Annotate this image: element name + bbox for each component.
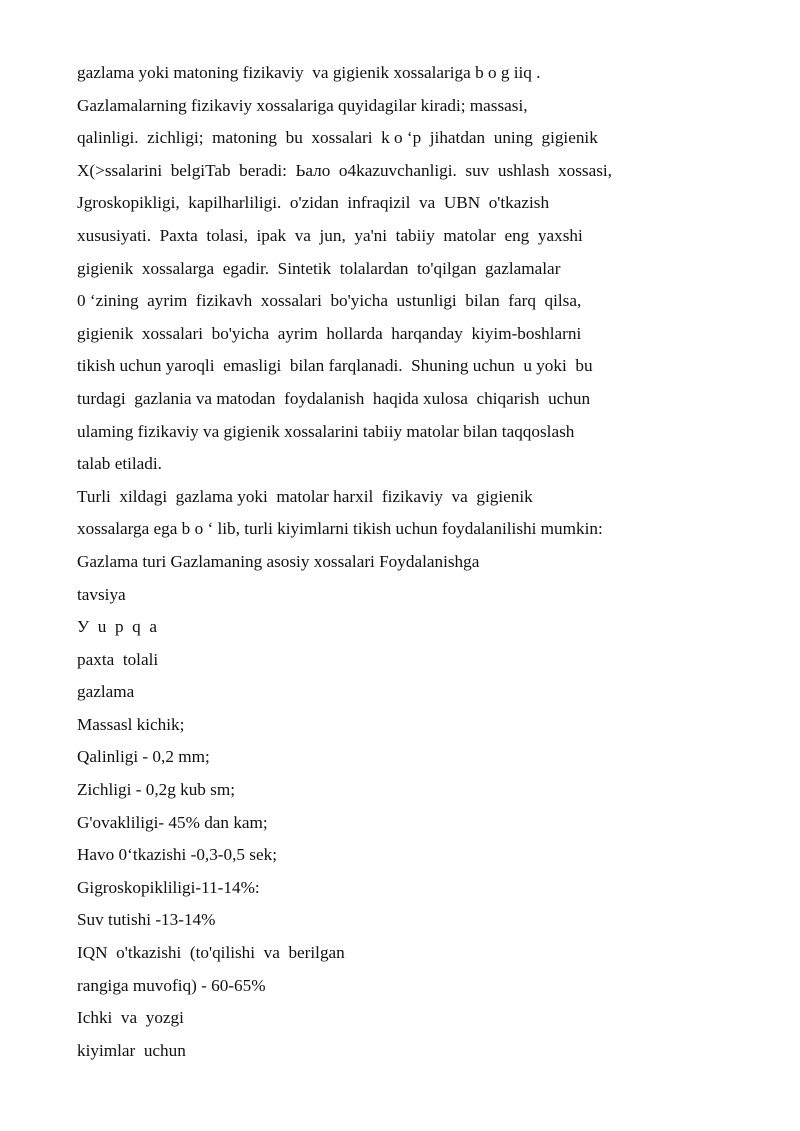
text-line: gigienik xossalari bo'yicha ayrim hollarda harqanday kiyim-boshlarni: [77, 323, 582, 343]
text-line: Gazlama turi Gazlamaning asosiy xossalari Foydalanishga: [77, 551, 480, 571]
text-line: 0 ‘zining ayrim fizikavh xossalari bo'yicha ustunligi bilan farq qilsa,: [77, 291, 582, 311]
text-line: tikish uchun yaroqli emasligi bilan farqlanadi. Shuning uchun u yoki bu: [77, 356, 593, 376]
text-line: talab etiladi.: [77, 454, 162, 474]
text-line: ulaming fizikaviy va gigienik xossalarini tabiiy matolar bilan taqqoslash: [77, 421, 575, 441]
text-line: kiyimlar uchun: [77, 1040, 186, 1060]
text-line: Havo 0‘tkazishi -0,3-0,5 sek;: [77, 845, 277, 865]
text-line: Jgroskopikligi, kapilharliligi. o'zidan infraqizil va UBN o'tkazish: [77, 193, 550, 213]
text-line: gazlama yoki matoning fizikaviy va gigienik xossalariga b o g iiq .: [77, 63, 541, 82]
text-line: Qalinligi - 0,2 mm;: [77, 747, 210, 767]
text-line: Suv tutishi -13-14%: [77, 910, 216, 930]
text-line: IQN o'tkazishi (to'qilishi va berilgan: [77, 943, 345, 963]
text-line: turdagi gazlania va matodan foydalanish haqida xulosa chiqarish uchun: [77, 388, 591, 408]
text-line: Zichligi - 0,2g kub sm;: [77, 780, 236, 800]
text-line: xossalarga ega b o ‘ lib, turli kiyimlarni tikish uchun foydalanilishi mumkin:: [77, 519, 603, 539]
body-text: [77, 57, 677, 1067]
text-line: У u p q a: [77, 617, 157, 637]
text-line: Massasl kichik;: [77, 714, 185, 734]
text-line: Ichki va yozgi: [77, 1008, 184, 1028]
text-line: gazlama: [77, 682, 135, 702]
text-line: Turli xildagi gazlama yoki matolar harxil fizikaviy va gigienik: [77, 486, 533, 506]
text-line: xususiyati. Paxta tolasi, ipak va jun, ya'ni tabiiy matolar eng yaxshi: [77, 225, 583, 245]
text-line: tavsiya: [77, 584, 126, 604]
text-line: gigienik xossalarga egadir. Sintetik tolalardan to'qilgan gazlamalar: [77, 258, 561, 278]
text-line: paxta tolali: [77, 649, 159, 669]
text-line: qalinligi. zichligi; matoning bu xossalari k o ‘p jihatdan uning gigienik: [77, 128, 598, 148]
text-line: Gazlamalarning fizikaviy xossalariga quyidagilar kiradi; massasi,: [77, 95, 528, 115]
text-line: G'ovakliligi- 45% dan kam;: [77, 812, 268, 832]
text-line: rangiga muvofiq) - 60-65%: [77, 975, 266, 995]
text-line: X(>ssalarini belgiTab beradi: Ьало o4kazuvchanligi. suv ushlash xossasi,: [77, 160, 612, 180]
text-line: Gigroskopikliligi-11-14%:: [77, 877, 260, 897]
